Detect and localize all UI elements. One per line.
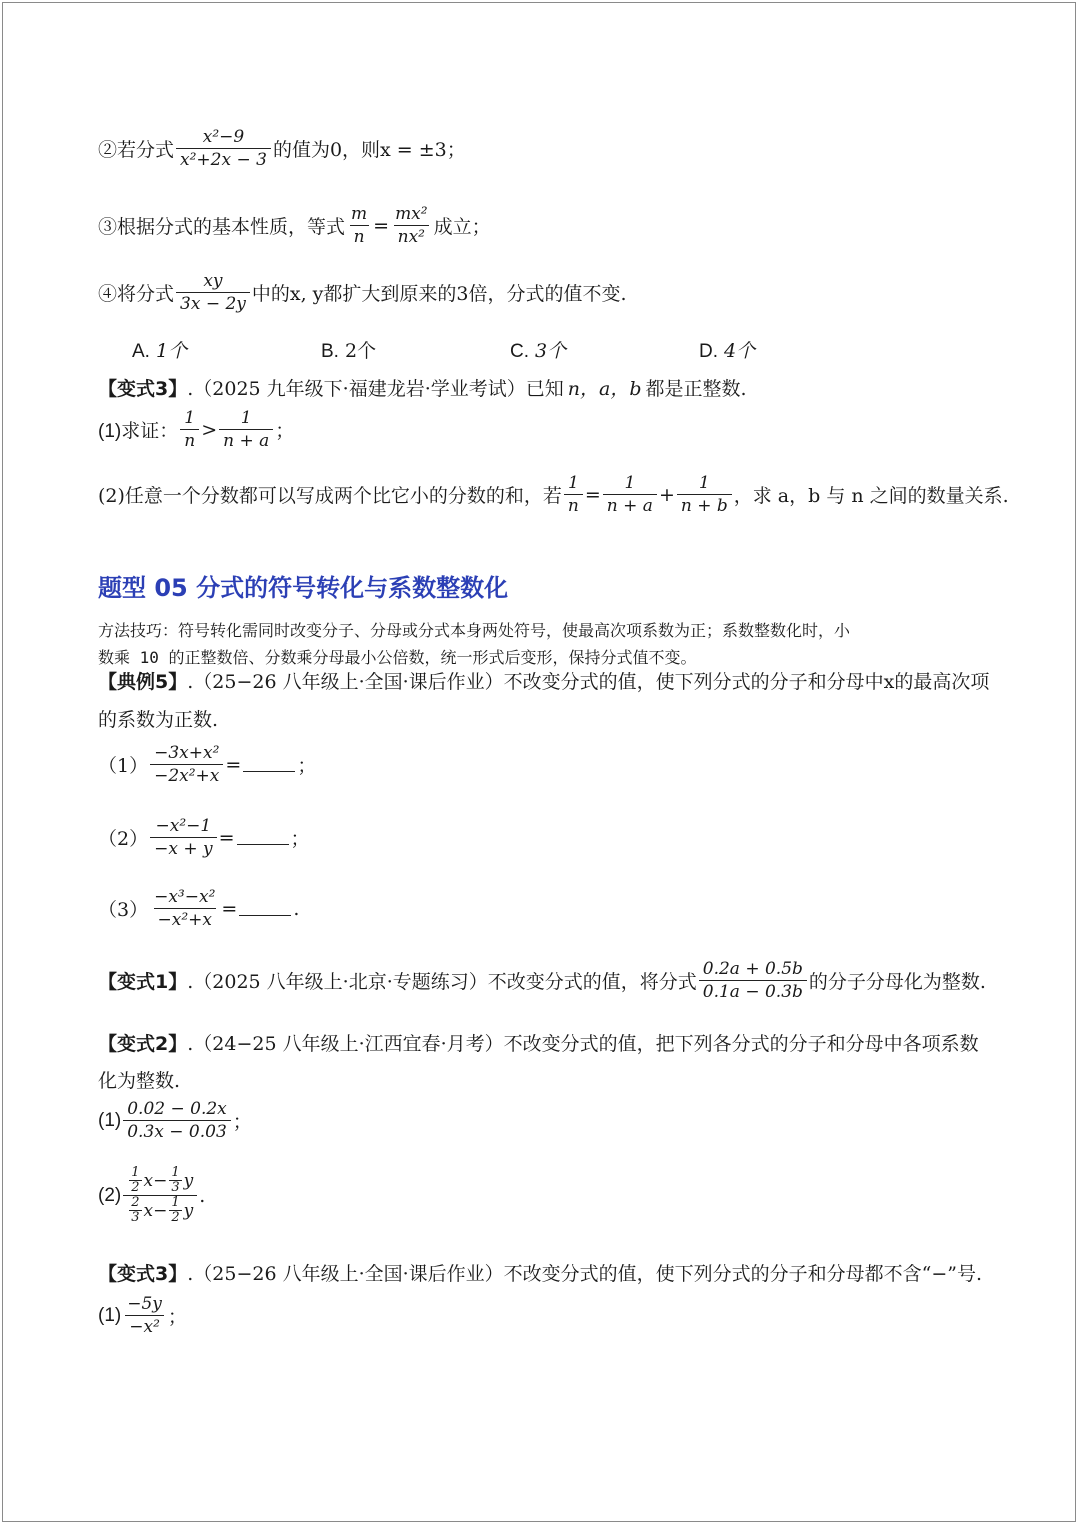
option-c[interactable] xyxy=(510,336,566,363)
method-tips xyxy=(98,617,988,671)
method-line: 数乘 10 的正整数倍、分数乘分母最小公倍数，统一形式后变形，保持分式值不变。 xyxy=(98,648,697,667)
option-label: D. xyxy=(699,341,718,362)
equals-sign: = xyxy=(373,214,390,237)
denominator: 0.1a − 0.3b xyxy=(699,980,807,1003)
part-label: (1) xyxy=(98,1109,122,1131)
variant-3a-part-2 xyxy=(98,472,1009,517)
variant-2-header xyxy=(98,1029,979,1056)
numerator: −x³−x² xyxy=(154,887,216,907)
item-3-left-fraction xyxy=(347,203,371,248)
item-2-marker: ②若分式 xyxy=(98,139,175,161)
fraction xyxy=(129,1166,141,1195)
numerator: 2 xyxy=(131,1195,140,1210)
option-text: 4个 xyxy=(724,340,756,362)
variant-3a-part-1 xyxy=(98,407,294,452)
example-5-part-3 xyxy=(98,886,299,931)
plus-sign: + xyxy=(658,483,675,506)
equals-sign: = xyxy=(221,897,238,920)
option-b[interactable] xyxy=(321,336,376,363)
option-label: C. xyxy=(510,341,529,362)
section-heading: 题型 05 分式的符号转化与系数整数化 xyxy=(98,574,509,602)
punctuation: ； xyxy=(167,1306,187,1328)
equals-sign: = xyxy=(225,753,242,776)
fraction xyxy=(169,1166,181,1195)
variant-1 xyxy=(98,958,986,1003)
fraction xyxy=(129,1196,141,1225)
fraction xyxy=(169,1196,181,1225)
option-text: 1个 xyxy=(156,340,188,362)
item-4-text: 中的x, y都扩大到原来的3倍，分式的值不变. xyxy=(251,283,627,305)
part-label: (2)任意一个分数都可以写成两个比它小的分数的和，若 xyxy=(98,485,562,507)
item-2-text: 的值为0，则x = ±3； xyxy=(272,139,466,161)
punctuation: . xyxy=(199,1184,206,1207)
denominator: −x² xyxy=(125,1315,164,1338)
punctuation: ； xyxy=(297,755,317,777)
option-label: A. xyxy=(132,341,150,362)
variant-text: 都是正整数. xyxy=(645,378,747,400)
denominator: n + b xyxy=(677,494,732,517)
option-a[interactable] xyxy=(132,336,187,363)
item-3 xyxy=(98,203,491,248)
denominator: n xyxy=(564,494,583,517)
part-label: (1) xyxy=(98,1304,122,1326)
denominator: 3 xyxy=(131,1210,140,1225)
fraction xyxy=(123,1293,166,1338)
option-text: 3个 xyxy=(535,340,567,362)
denominator: 0.3x − 0.03 xyxy=(123,1120,231,1143)
fraction xyxy=(219,407,273,452)
option-text: 2个 xyxy=(345,340,377,362)
denominator xyxy=(123,1195,197,1225)
term: x− xyxy=(143,1170,168,1191)
fraction xyxy=(180,407,199,452)
fraction xyxy=(150,742,223,787)
fraction xyxy=(677,472,732,517)
numerator: 1 xyxy=(184,408,196,428)
part-label: (2) xyxy=(98,1184,122,1206)
example-5-line-2: 的系数为正数. xyxy=(98,709,219,731)
option-label: B. xyxy=(321,341,339,362)
part-label: （1） xyxy=(98,755,149,777)
item-3-marker: ③根据分式的基本性质，等式 xyxy=(98,216,346,238)
fraction xyxy=(564,472,583,517)
numerator: 1 xyxy=(567,473,579,493)
item-4-fraction xyxy=(176,270,250,315)
variant-title: 【变式3】 xyxy=(98,1263,188,1285)
part-label: （2） xyxy=(98,828,149,850)
denominator: x²+2x − 3 xyxy=(176,148,271,171)
numerator: 0.02 − 0.2x xyxy=(127,1099,227,1119)
option-d[interactable] xyxy=(699,336,755,363)
numerator: xy xyxy=(203,271,223,291)
denominator: 2 xyxy=(171,1210,180,1225)
punctuation: ； xyxy=(275,420,295,442)
variant-title: 【变式3】 xyxy=(98,378,188,400)
denominator: 3 xyxy=(171,1180,180,1195)
numerator: mx² xyxy=(395,204,428,224)
item-2-fraction xyxy=(176,126,271,171)
numerator: −x²−1 xyxy=(155,816,212,836)
variant-3a-header xyxy=(98,374,747,401)
equals-sign: = xyxy=(584,483,601,506)
numerator: 1 xyxy=(131,1165,140,1180)
denominator: n + a xyxy=(603,494,657,517)
variant-text: .（25−26 八年级上·全国·课后作业）不改变分式的值，使下列分式的分子和分母都不含“−”号. xyxy=(187,1263,983,1285)
item-4-marker: ④将分式 xyxy=(98,283,175,305)
example-5-part-1 xyxy=(98,742,316,787)
fraction xyxy=(150,815,217,860)
term: x− xyxy=(143,1200,168,1221)
denominator: n xyxy=(180,429,199,452)
variant-2-part-2 xyxy=(98,1166,205,1225)
variant-text: .（24−25 八年级上·江西宜春·月考）不改变分式的值，把下列各分式的分子和分母中各项系数 xyxy=(187,1033,979,1055)
variant-title: 【变式1】 xyxy=(98,971,188,993)
denominator: 2 xyxy=(131,1180,140,1195)
variant-text-tail: 的分子分母化为整数. xyxy=(808,971,986,993)
item-4 xyxy=(98,270,627,315)
variant-title: 【变式2】 xyxy=(98,1033,188,1055)
variant-text: .（2025 八年级上·北京·专题练习）不改变分式的值，将分式 xyxy=(187,971,697,993)
punctuation: ； xyxy=(232,1111,252,1133)
item-2 xyxy=(98,126,466,171)
variant-2-line-2: 化为整数. xyxy=(98,1070,181,1092)
numerator: m xyxy=(351,204,368,224)
answer-blank[interactable] xyxy=(237,830,289,845)
numerator: 1 xyxy=(698,473,710,493)
answer-blank[interactable] xyxy=(243,757,295,772)
denominator: −x²+x xyxy=(154,908,216,931)
part-label: （3） xyxy=(98,899,149,921)
part-label: (1)求证： xyxy=(98,421,179,442)
denominator: −2x²+x xyxy=(150,764,223,787)
item-3-right-fraction xyxy=(391,203,432,248)
denominator: nx² xyxy=(394,225,429,248)
variant-2-part-1 xyxy=(98,1098,252,1143)
example-title: 【典例5】 xyxy=(98,671,188,693)
example-text: .（25−26 八年级上·全国·课后作业）不改变分式的值，使下列分式的分子和分母中x的最高次项 xyxy=(187,671,990,693)
variant-source: .（2025 九年级下·福建龙岩·学业考试）已知 xyxy=(187,378,564,400)
numerator: x²−9 xyxy=(202,127,245,147)
term: y xyxy=(183,1170,194,1191)
denominator: n xyxy=(350,225,369,248)
part-text: ，求 a，b 与 n 之间的数量关系. xyxy=(733,485,1009,507)
variant-vars: n，a，b xyxy=(567,378,642,400)
fraction xyxy=(150,886,219,931)
numerator: −5y xyxy=(127,1294,162,1314)
punctuation: . xyxy=(293,897,300,920)
numerator: 0.2a + 0.5b xyxy=(702,959,803,979)
equals-sign: = xyxy=(218,826,235,849)
numerator: 1 xyxy=(171,1165,180,1180)
denominator: n + a xyxy=(219,429,273,452)
numerator: 1 xyxy=(624,473,636,493)
example-5-part-2 xyxy=(98,815,310,860)
denominator: −x + y xyxy=(150,837,217,860)
variant-3b-header xyxy=(98,1259,982,1286)
example-5-header xyxy=(98,667,989,694)
numerator xyxy=(123,1166,197,1195)
denominator: 3x − 2y xyxy=(176,292,250,315)
fraction xyxy=(123,1098,231,1143)
greater-than-sign: > xyxy=(201,418,218,441)
punctuation: ； xyxy=(290,828,310,850)
answer-blank[interactable] xyxy=(239,901,291,916)
item-3-text: 成立； xyxy=(433,216,491,238)
term: y xyxy=(183,1200,194,1221)
method-line: 方法技巧：符号转化需同时改变分子、分母或分式本身两处符号，使最高次项系数为正；系数整数化时，小 xyxy=(98,621,851,640)
numerator: 1 xyxy=(240,408,252,428)
fraction xyxy=(603,472,657,517)
variant-3b-part-1 xyxy=(98,1293,187,1338)
numerator: 1 xyxy=(171,1195,180,1210)
fraction xyxy=(699,958,807,1003)
numerator: −3x+x² xyxy=(154,743,220,763)
compound-fraction xyxy=(123,1166,197,1225)
